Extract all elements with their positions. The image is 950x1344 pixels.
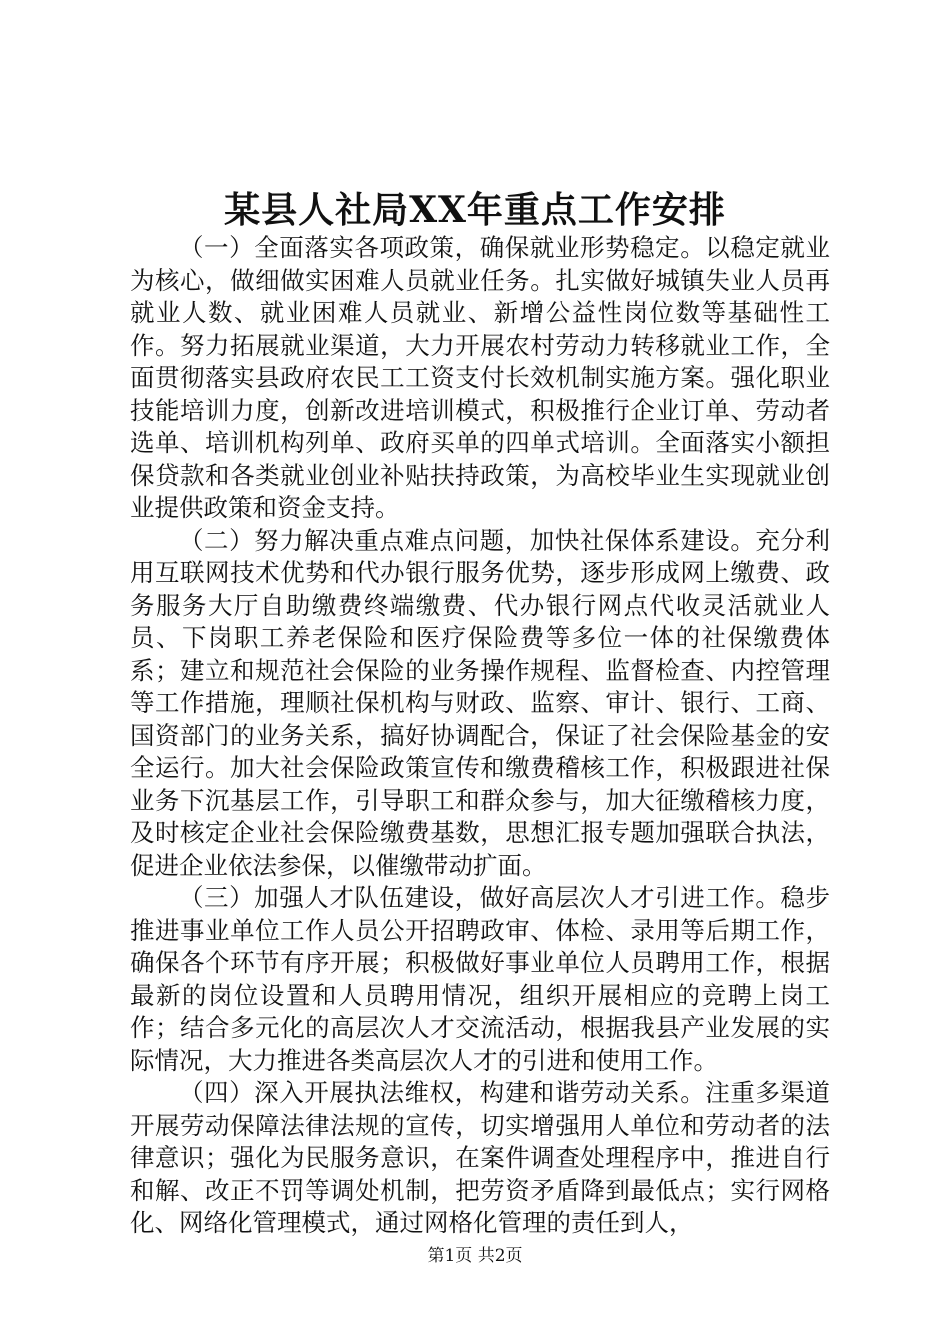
document-body	[130, 232, 830, 1240]
paragraph-4: （四）深入开展执法维权，构建和谐劳动关系。注重多渠道开展劳动保障法律法规的宣传，切实增强用人单位和劳动者的法律意识；强化为民服务意识，在案件调查处理程序中，推进自行和解、改正不罚等调处机制，把劳资矛盾降到最低点；实行网格化、网络化管理模式，通过网格化管理的责任到人，	[130, 1078, 830, 1237]
document-title: 某县人社局XX年重点工作安排	[224, 189, 726, 231]
page-number-footer: 第1页 共2页	[427, 1246, 523, 1266]
paragraph-2: （二）努力解决重点难点问题，加快社保体系建设。充分利用互联网技术优势和代办银行服务优势，逐步形成网上缴费、政务服务大厅自助缴费终端缴费、代办银行网点代收灵活就业人员、下岗职工养老保险和医疗保险费等多位一体的社保缴费体系；建立和规范社会保险的业务操作规程、监督检查、内控管理等工作措施，理顺社保机构与财政、监察、审计、银行、工商、国资部门的业务关系，搞好协调配合，保证了社会保险基金的安全运行。加大社会保险政策宣传和缴费稽核工作，积极跟进社保业务下沉基层工作，引导职工和群众参与，加大征缴稽核力度，及时核定企业社会保险缴费基数，思想汇报专题加强联合执法，促进企业依法参保，以催缴带动扩面。	[130, 525, 830, 880]
paragraph-3: （三）加强人才队伍建设，做好高层次人才引进工作。稳步推进事业单位工作人员公开招聘政审、体检、录用等后期工作，确保各个环节有序开展；积极做好事业单位人员聘用工作，根据最新的岗位设置和人员聘用情况，组织开展相应的竞聘上岗工作；结合多元化的高层次人才交流活动，根据我县产业发展的实际情况，大力推进各类高层次人才的引进和使用工作。	[130, 883, 830, 1075]
paragraph-1: （一）全面落实各项政策，确保就业形势稳定。以稳定就业为核心，做细做实困难人员就业任务。扎实做好城镇失业人员再就业人数、就业困难人员就业、新增公益性岗位数等基础性工作。努力拓展就业渠道，大力开展农村劳动力转移就业工作，全面贯彻落实县政府农民工工资支付长效机制实施方案。强化职业技能培训力度，创新改进培训模式，积极推行企业订单、劳动者选单、培训机构列单、政府买单的四单式培训。全面落实小额担保贷款和各类就业创业补贴扶持政策，为高校毕业生实现就业创业提供政策和资金支持。	[130, 233, 830, 522]
